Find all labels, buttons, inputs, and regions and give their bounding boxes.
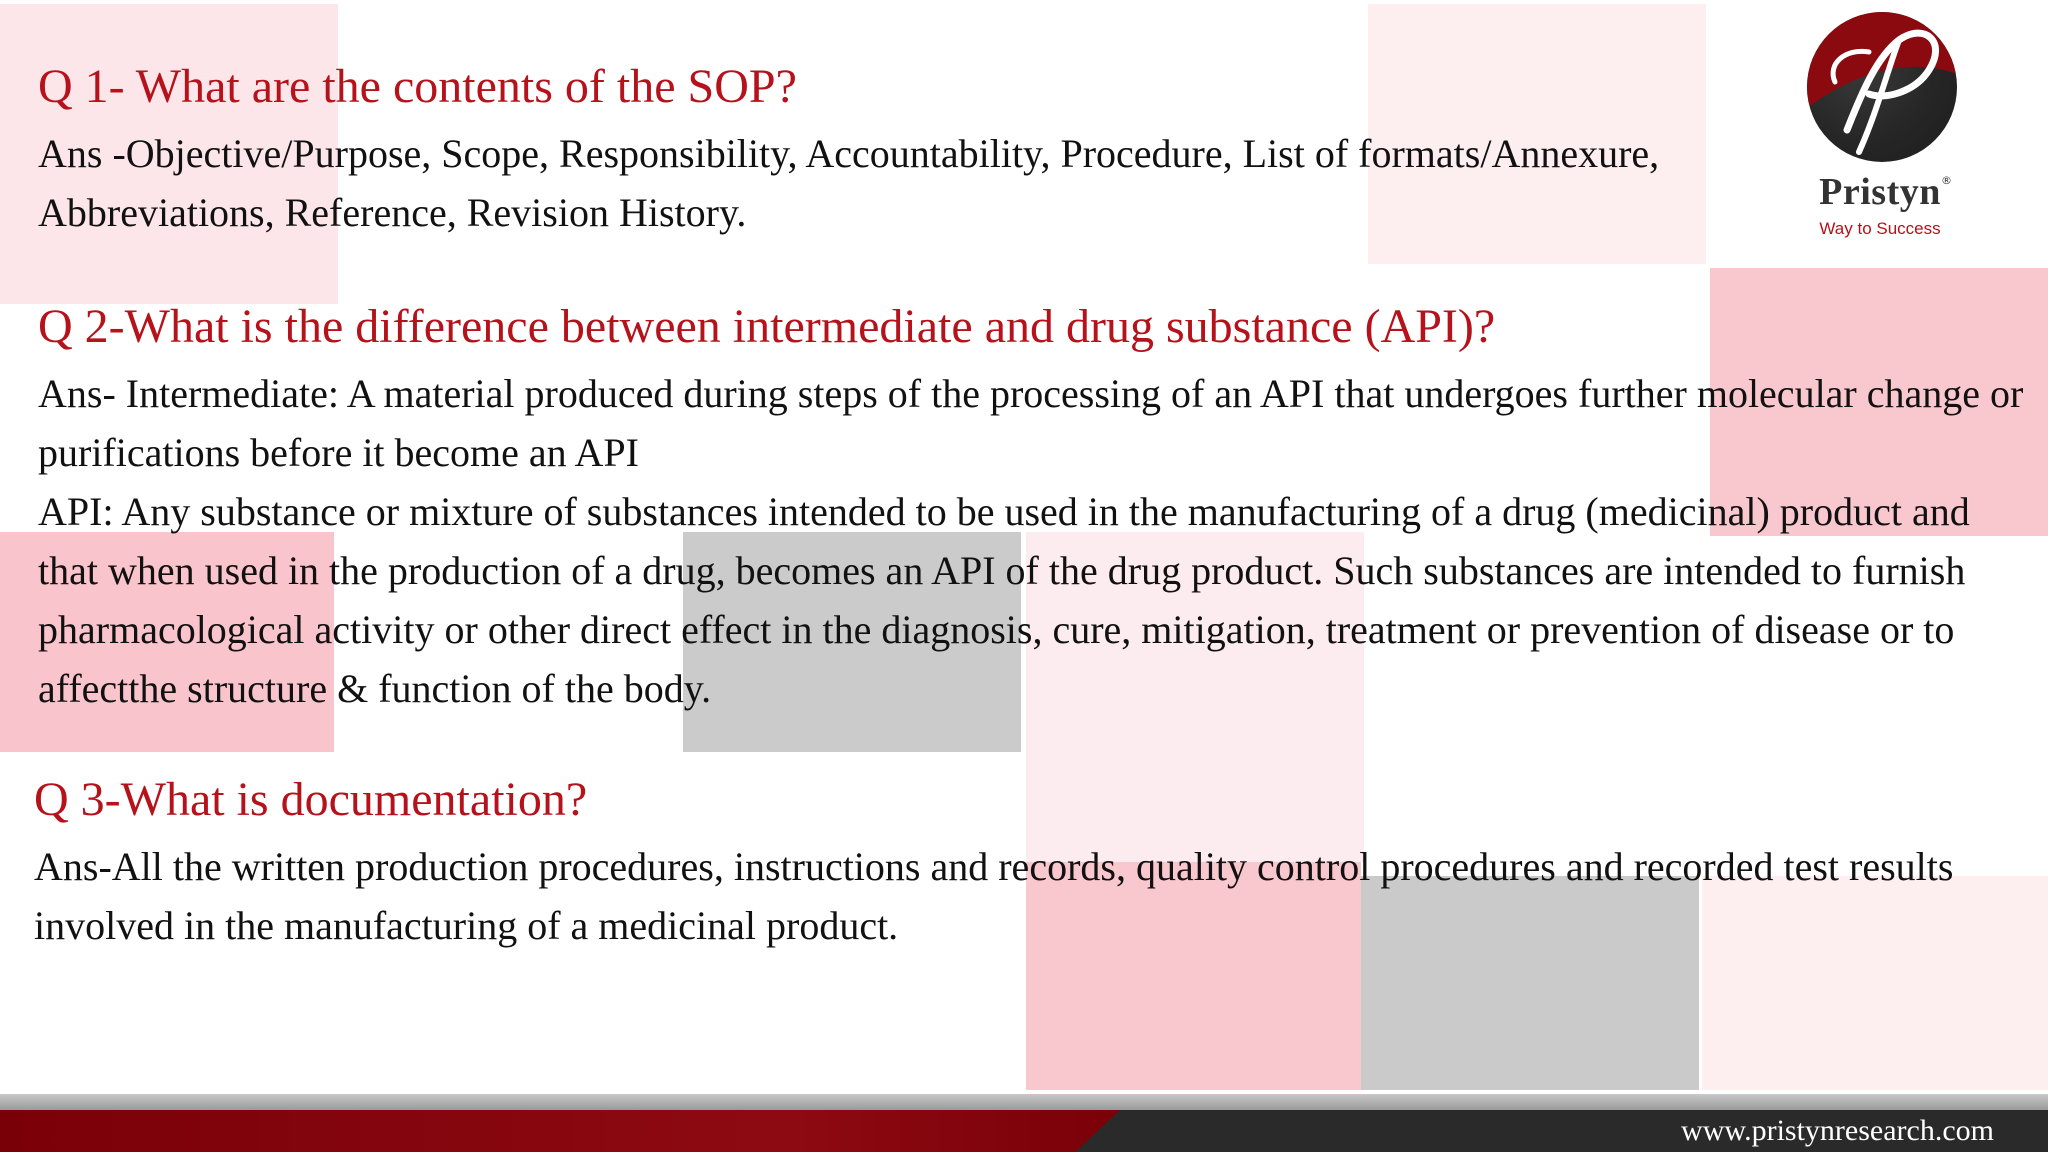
answer-1-text: Ans -Objective/Purpose, Scope, Responsibility, Accountability, Procedure, List of formats/Annexure, Abbreviations, Reference, Revision History. [38,131,1660,235]
answer-3-text: Ans-All the written production procedures, instructions and records, quality control procedures and recorded test results involved in the manufacturing of a medicinal product. [34,844,1954,948]
question-3-title: Q 3-What is documentation? [34,773,588,826]
pristyn-p-logo-icon [1807,12,1957,162]
answer-2 [38,364,2028,718]
answer-3 [34,837,2014,955]
question-2-title: Q 2-What is the difference between intermediate and drug substance (API)? [38,300,1496,353]
question-1-title: Q 1- What are the contents of the SOP? [38,60,797,113]
pristyn-logo [1795,8,1965,238]
footer-website-link[interactable]: www.pristynresearch.com [1681,1114,1994,1147]
logo-tagline: Way to Success [1819,219,1941,238]
answer-2-api: API: Any substance or mixture of substances intended to be used in the manufacturing of a drug (medicinal) product and that when used in the production of a drug, becomes an API of the drug product. Such substances are intended to furnish pharmacological activity or other direct effect in the diagnosis, cure, mitigation, treatment or prevention of disease or to affectthe structure & function of the body. [38,489,1970,711]
logo-registered-mark: ® [1941,174,1952,187]
answer-1 [38,124,1778,242]
footer-accent [0,1110,1120,1152]
logo-mark-graphic [1807,12,1957,162]
footer-divider [0,1094,2048,1110]
logo-name: Pristyn [1819,171,1941,213]
answer-2-intermediate: Ans- Intermediate: A material produced during steps of the processing of an API that undergoes further molecular change or purifications before it become an API [38,371,2024,475]
